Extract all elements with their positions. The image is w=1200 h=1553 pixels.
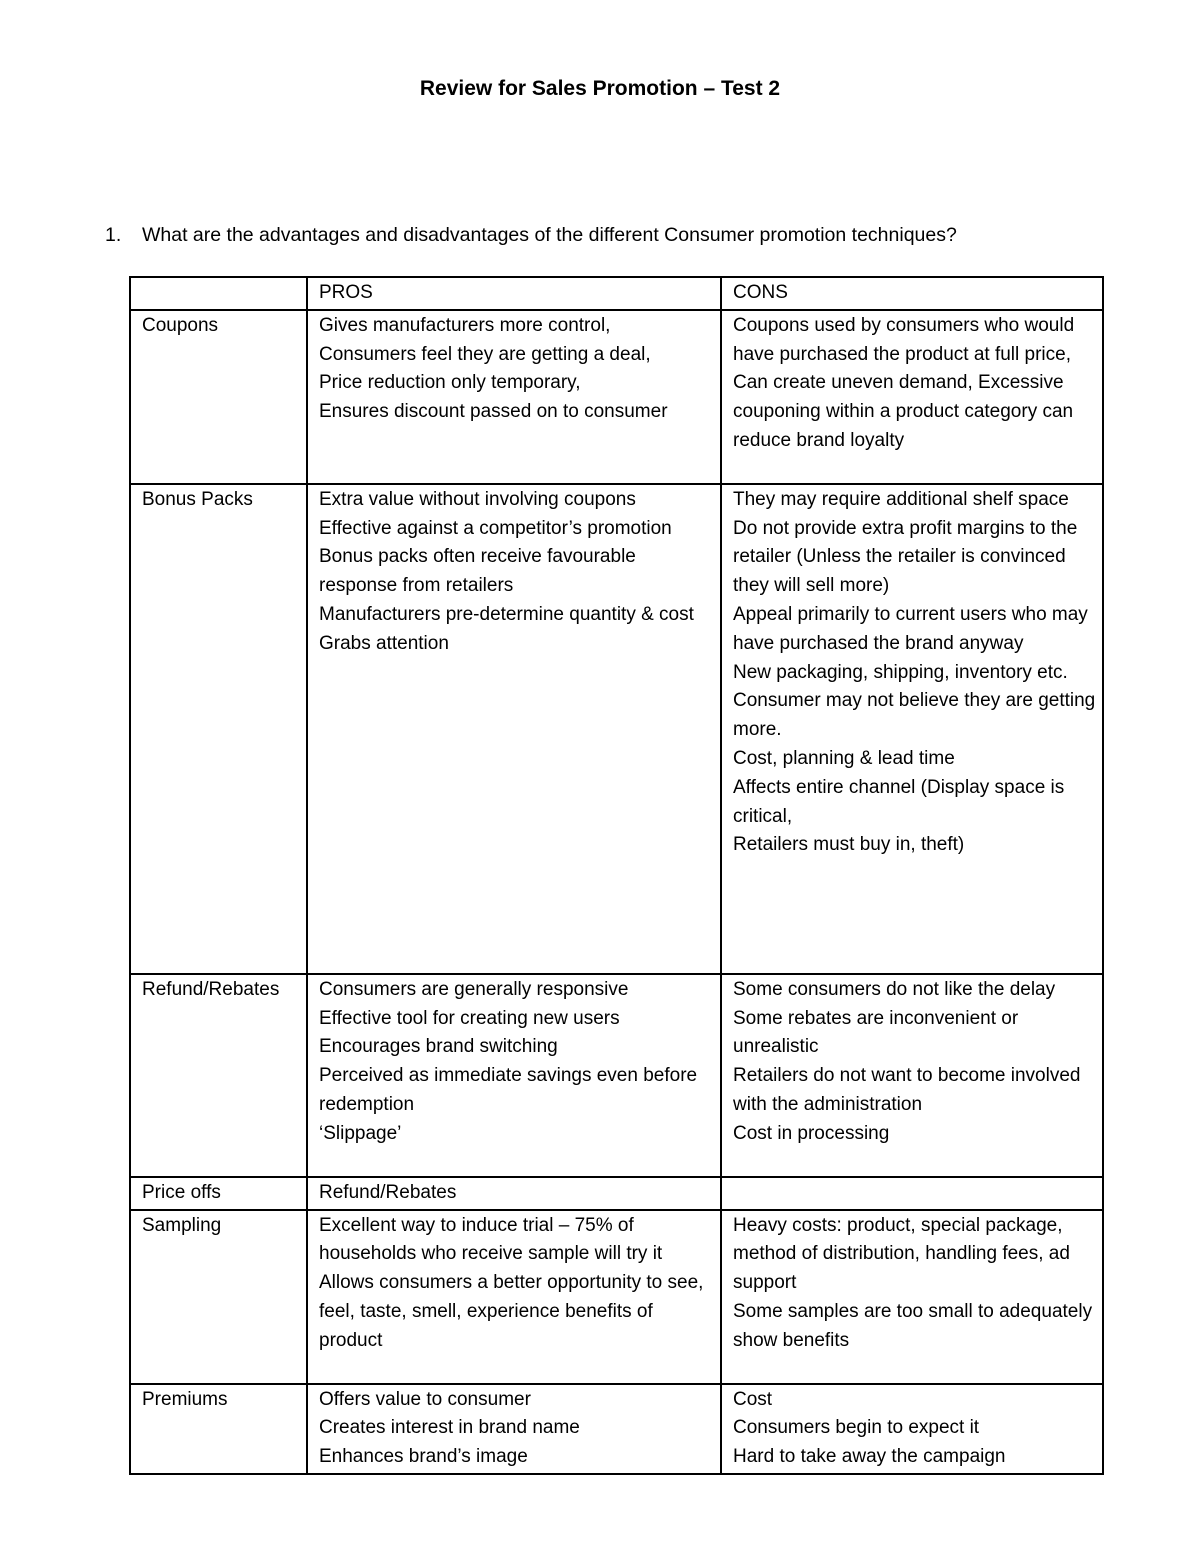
cons-cell bbox=[721, 974, 1103, 1177]
cons-line: Cost, planning & lead time bbox=[733, 747, 955, 769]
pros-line: Creates interest in brand name bbox=[319, 1417, 580, 1439]
pros-cell bbox=[307, 1210, 721, 1384]
question-text: What are the advantages and disadvantages of the different Consumer promotion techniques? bbox=[142, 224, 957, 246]
cons-cell bbox=[721, 484, 1103, 974]
technique-cell: Refund/Rebates bbox=[130, 974, 307, 1177]
pros-line: Offers value to consumer bbox=[319, 1388, 531, 1410]
technique-cell: Bonus Packs bbox=[130, 484, 307, 974]
cons-cell bbox=[721, 1210, 1103, 1384]
table-header-row bbox=[130, 277, 1103, 310]
cons-cell bbox=[721, 1177, 1103, 1210]
pros-line: Ensures discount passed on to consumer bbox=[319, 401, 668, 423]
header-cell-pros: PROS bbox=[307, 277, 721, 310]
pros-line: Grabs attention bbox=[319, 632, 449, 654]
pros-line: Price reduction only temporary, bbox=[319, 372, 581, 394]
pros-line: Encourages brand switching bbox=[319, 1036, 558, 1058]
question-number: 1. bbox=[105, 224, 122, 246]
header-cell-empty bbox=[130, 277, 307, 310]
pros-cell bbox=[307, 974, 721, 1177]
pros-line: ‘Slippage’ bbox=[319, 1122, 402, 1144]
pros-line: Gives manufacturers more control, bbox=[319, 314, 611, 336]
cons-line: Consumer may not believe they are getting more. bbox=[733, 690, 1096, 741]
cons-line: Retailers must buy in, theft) bbox=[733, 834, 965, 856]
table-row-price-offs bbox=[130, 1177, 1103, 1210]
technique-cell: Coupons bbox=[130, 310, 307, 484]
cons-line: Hard to take away the campaign bbox=[733, 1446, 1006, 1468]
pros-cell bbox=[307, 1384, 721, 1474]
cons-line: They may require additional shelf space bbox=[733, 488, 1069, 510]
pros-cell bbox=[307, 1177, 721, 1210]
pros-line: Consumers are generally responsive bbox=[319, 978, 629, 1000]
cons-line: Coupons used by consumers who would have purchased the product at full price, Can create uneven demand, Excessive couponing within a product category can reduce brand loyalty bbox=[733, 314, 1075, 451]
cons-line: Cost in processing bbox=[733, 1122, 890, 1144]
table-row-bonus-packs bbox=[130, 484, 1103, 974]
pros-cell bbox=[307, 310, 721, 484]
pros-line: Perceived as immediate savings even before redemption bbox=[319, 1065, 698, 1115]
cons-line: Appeal primarily to current users who may have purchased the brand anyway bbox=[733, 603, 1088, 654]
pros-line: Excellent way to induce trial – 75% of households who receive sample will try it bbox=[319, 1214, 663, 1265]
pros-line: Bonus packs often receive favourable response from retailers bbox=[319, 546, 636, 597]
header-cell-cons: CONS bbox=[721, 277, 1103, 310]
technique-cell: Sampling bbox=[130, 1210, 307, 1384]
technique-cell: Premiums bbox=[130, 1384, 307, 1474]
pros-cell bbox=[307, 484, 721, 974]
pros-line: Enhances brand’s image bbox=[319, 1446, 528, 1468]
table-row-premiums bbox=[130, 1384, 1103, 1474]
cons-line: Retailers do not want to become involved with the administration bbox=[733, 1065, 1081, 1115]
cons-line: Some rebates are inconvenient or unrealistic bbox=[733, 1007, 1019, 1058]
cons-line: Do not provide extra profit margins to the retailer (Unless the retailer is convinced they will sell more) bbox=[733, 517, 1078, 597]
question-1 bbox=[105, 220, 1105, 250]
pros-line: Extra value without involving coupons bbox=[319, 488, 636, 510]
cons-cell bbox=[721, 310, 1103, 484]
document-title: Review for Sales Promotion – Test 2 bbox=[419, 77, 781, 100]
cons-cell bbox=[721, 1384, 1103, 1474]
cons-line: Cost bbox=[733, 1388, 773, 1410]
cons-line: Consumers begin to expect it bbox=[733, 1417, 980, 1439]
pros-line: Effective against a competitor’s promotion bbox=[319, 517, 672, 539]
table-row-refund-rebates bbox=[130, 974, 1103, 1177]
pros-line: Effective tool for creating new users bbox=[319, 1007, 620, 1029]
promotion-techniques-table bbox=[129, 276, 1104, 1475]
pros-line: Allows consumers a better opportunity to see, feel, taste, smell, experience benefits of product bbox=[319, 1272, 704, 1351]
cons-line: New packaging, shipping, inventory etc. bbox=[733, 661, 1068, 683]
technique-cell: Price offs bbox=[130, 1177, 307, 1210]
pros-line: Refund/Rebates bbox=[319, 1181, 457, 1203]
cons-line: Affects entire channel (Display space is critical, bbox=[733, 776, 1065, 827]
cons-line: Some consumers do not like the delay bbox=[733, 978, 1056, 1000]
table-row-coupons bbox=[130, 310, 1103, 484]
pros-line: Manufacturers pre-determine quantity & cost bbox=[319, 603, 694, 625]
table-row-sampling bbox=[130, 1210, 1103, 1384]
cons-line: Some samples are too small to adequately show benefits bbox=[733, 1300, 1093, 1351]
pros-line: Consumers feel they are getting a deal, bbox=[319, 343, 651, 365]
cons-line: Heavy costs: product, special package, method of distribution, handling fees, ad support bbox=[733, 1214, 1070, 1294]
